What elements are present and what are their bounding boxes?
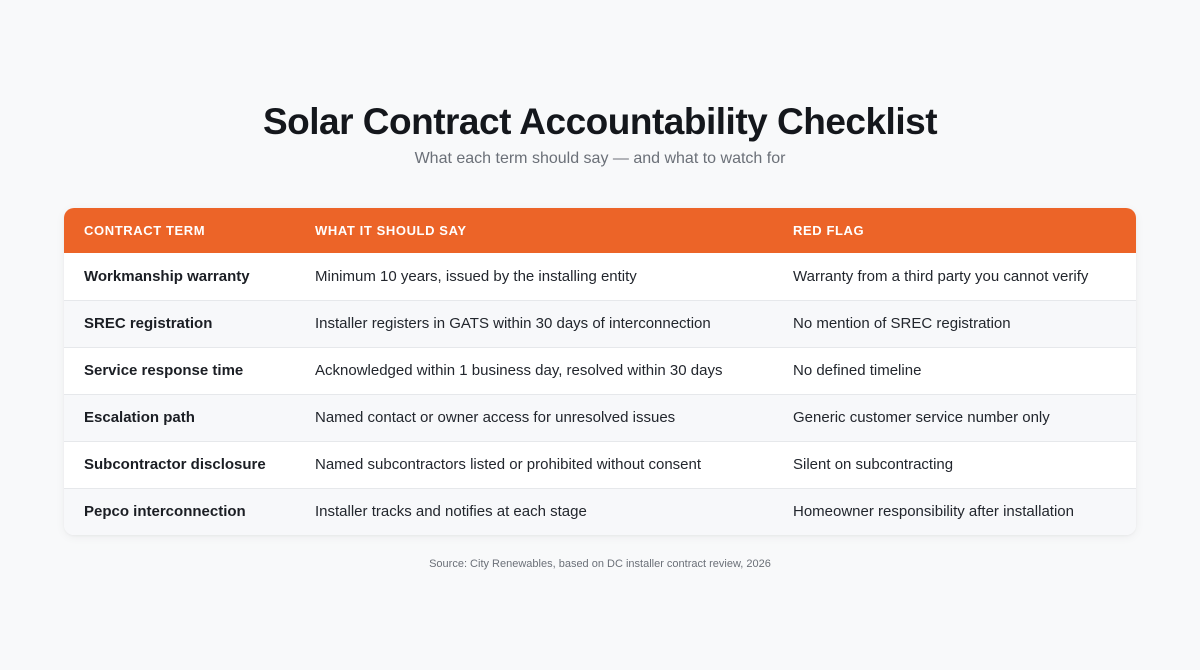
checklist-table-card (64, 208, 1136, 535)
page-subtitle: What each term should say — and what to watch for (414, 150, 786, 167)
contract-term-cell: Service response time (84, 362, 244, 379)
checklist-table (64, 208, 1136, 535)
should-say-cell: Acknowledged within 1 business day, resolved within 30 days (315, 362, 723, 379)
should-say-cell: Named subcontractors listed or prohibited without consent (315, 456, 702, 473)
contract-term-cell: Workmanship warranty (84, 267, 250, 285)
should-say-cell: Installer registers in GATS within 30 days of interconnection (315, 315, 711, 332)
red-flag-cell: No defined timeline (793, 362, 922, 379)
red-flag-cell: Generic customer service number only (793, 409, 1050, 426)
table-body (64, 253, 1136, 535)
red-flag-cell: Warranty from a third party you cannot verify (793, 267, 1089, 285)
table-row (64, 253, 1136, 300)
column-header-contract-term: CONTRACT TERM (84, 223, 206, 238)
table-row (64, 300, 1136, 347)
should-say-cell: Minimum 10 years, issued by the installing entity (315, 267, 637, 285)
contract-term-cell: SREC registration (84, 315, 213, 332)
red-flag-cell: Homeowner responsibility after installation (793, 503, 1074, 521)
source-note: Source: City Renewables, based on DC installer contract review, 2026 (429, 558, 771, 570)
table-row (64, 488, 1136, 535)
contract-term-cell: Pepco interconnection (84, 503, 246, 521)
table-header (64, 208, 1136, 253)
should-say-cell: Named contact or owner access for unresolved issues (315, 409, 676, 426)
table-row (64, 441, 1136, 488)
contract-term-cell: Escalation path (84, 409, 195, 426)
table-row (64, 347, 1136, 394)
column-header-what-it-should-say: WHAT IT SHOULD SAY (315, 223, 467, 238)
contract-term-cell: Subcontractor disclosure (84, 456, 266, 473)
column-header-red-flag: RED FLAG (793, 223, 865, 238)
table-row (64, 394, 1136, 441)
red-flag-cell: Silent on subcontracting (793, 456, 954, 473)
page-title: Solar Contract Accountability Checklist (262, 101, 938, 142)
red-flag-cell: No mention of SREC registration (793, 315, 1011, 332)
should-say-cell: Installer tracks and notifies at each stage (315, 503, 587, 521)
table-header-row (64, 208, 1136, 253)
